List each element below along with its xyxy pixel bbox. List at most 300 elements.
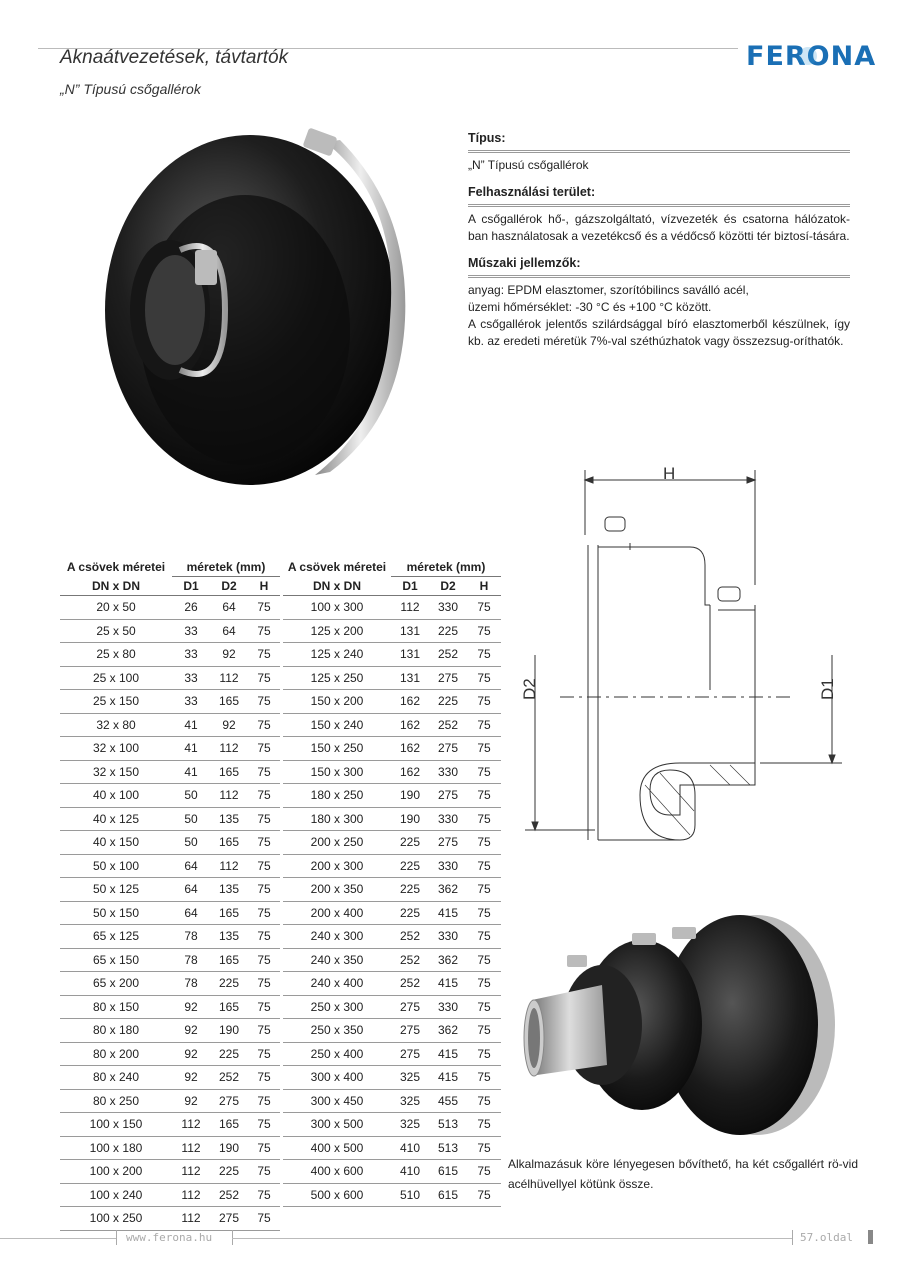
cell-pipe-size: 32 x 150 <box>60 760 172 784</box>
cell-pipe-size: 32 x 100 <box>60 737 172 761</box>
table-row <box>60 1089 280 1113</box>
dimension-table-right <box>283 558 501 1207</box>
cell-h: 75 <box>248 596 280 620</box>
cell-h: 75 <box>248 807 280 831</box>
cell-h: 75 <box>248 619 280 643</box>
cell-h: 75 <box>467 1113 501 1137</box>
table-row <box>60 901 280 925</box>
cell-pipe-size: 150 x 240 <box>283 713 391 737</box>
cell-pipe-size: 180 x 250 <box>283 784 391 808</box>
ferona-logo <box>746 37 876 73</box>
cell-pipe-size: 250 x 350 <box>283 1019 391 1043</box>
table-row <box>283 1066 501 1090</box>
cell-h: 75 <box>467 666 501 690</box>
cell-d2: 330 <box>429 760 467 784</box>
footer-url: www.ferona.hu <box>126 1231 213 1244</box>
cell-pipe-size: 240 x 300 <box>283 925 391 949</box>
table-row <box>283 1183 501 1207</box>
col-dims: méretek (mm) <box>172 558 280 577</box>
cell-d2: 112 <box>210 854 248 878</box>
col-pipe-size-line2: DN x DN <box>283 577 391 596</box>
cell-h: 75 <box>467 854 501 878</box>
cell-d1: 275 <box>391 995 429 1019</box>
cell-d1: 50 <box>172 784 210 808</box>
cell-d2: 92 <box>210 713 248 737</box>
table-row <box>60 854 280 878</box>
table-row <box>283 643 501 667</box>
cell-h: 75 <box>467 972 501 996</box>
cell-d2: 252 <box>429 713 467 737</box>
cell-h: 75 <box>467 901 501 925</box>
cell-d1: 112 <box>172 1136 210 1160</box>
table-row <box>283 666 501 690</box>
cell-d2: 112 <box>210 737 248 761</box>
cell-d1: 252 <box>391 948 429 972</box>
cell-d2: 225 <box>210 972 248 996</box>
cell-d2: 415 <box>429 901 467 925</box>
cell-h: 75 <box>248 948 280 972</box>
cell-h: 75 <box>248 972 280 996</box>
cell-h: 75 <box>467 760 501 784</box>
info-panel <box>468 130 850 360</box>
col-h: H <box>248 577 280 596</box>
table-row <box>60 831 280 855</box>
cell-h: 75 <box>467 784 501 808</box>
cell-pipe-size: 40 x 100 <box>60 784 172 808</box>
cell-d2: 225 <box>429 619 467 643</box>
cell-h: 75 <box>248 1042 280 1066</box>
table-row <box>60 878 280 902</box>
cell-d2: 330 <box>429 807 467 831</box>
cell-pipe-size: 200 x 350 <box>283 878 391 902</box>
cell-d1: 41 <box>172 737 210 761</box>
cell-h: 75 <box>467 690 501 714</box>
technical-drawing <box>510 455 850 865</box>
cell-pipe-size: 300 x 400 <box>283 1066 391 1090</box>
cell-h: 75 <box>248 784 280 808</box>
cell-d2: 135 <box>210 925 248 949</box>
cell-d1: 325 <box>391 1089 429 1113</box>
col-d2: D2 <box>210 577 248 596</box>
cell-pipe-size: 100 x 300 <box>283 596 391 620</box>
cell-pipe-size: 150 x 300 <box>283 760 391 784</box>
cell-h: 75 <box>467 619 501 643</box>
table-row <box>283 901 501 925</box>
cell-d2: 415 <box>429 1066 467 1090</box>
cell-pipe-size: 300 x 450 <box>283 1089 391 1113</box>
cell-pipe-size: 150 x 250 <box>283 737 391 761</box>
cell-h: 75 <box>467 1136 501 1160</box>
table-row <box>60 1183 280 1207</box>
tech-temperature: üzemi hőmérséklet: -30 °C és +100 °C között. <box>468 300 712 314</box>
cell-pipe-size: 65 x 150 <box>60 948 172 972</box>
cell-h: 75 <box>248 737 280 761</box>
cell-d1: 33 <box>172 666 210 690</box>
table-row <box>60 596 280 620</box>
footer-rule-left <box>0 1238 116 1239</box>
table-row <box>60 643 280 667</box>
cell-h: 75 <box>467 737 501 761</box>
cell-h: 75 <box>467 1019 501 1043</box>
cell-h: 75 <box>248 690 280 714</box>
cell-h: 75 <box>248 760 280 784</box>
cell-d1: 41 <box>172 760 210 784</box>
table-row <box>283 831 501 855</box>
cell-d2: 275 <box>429 831 467 855</box>
cell-d2: 165 <box>210 948 248 972</box>
cell-d2: 64 <box>210 619 248 643</box>
col-h: H <box>467 577 501 596</box>
cell-pipe-size: 20 x 50 <box>60 596 172 620</box>
table-row <box>60 1113 280 1137</box>
cell-d2: 415 <box>429 972 467 996</box>
logo-drop-icon <box>799 47 817 65</box>
table-row <box>283 737 501 761</box>
footer-tick <box>792 1230 793 1245</box>
footer-tick <box>116 1230 117 1245</box>
cell-d2: 190 <box>210 1136 248 1160</box>
cell-pipe-size: 125 x 250 <box>283 666 391 690</box>
cell-h: 75 <box>467 643 501 667</box>
cell-h: 75 <box>248 1136 280 1160</box>
cell-d2: 165 <box>210 1113 248 1137</box>
cell-pipe-size: 80 x 240 <box>60 1066 172 1090</box>
table-row <box>283 807 501 831</box>
cell-d1: 325 <box>391 1113 429 1137</box>
table-row <box>60 666 280 690</box>
cell-pipe-size: 80 x 150 <box>60 995 172 1019</box>
cell-d2: 275 <box>429 737 467 761</box>
cell-d2: 275 <box>429 784 467 808</box>
table-row <box>60 972 280 996</box>
page-title: Aknaátvezetések, távtartók <box>60 47 289 68</box>
table-row <box>283 690 501 714</box>
cell-d1: 64 <box>172 901 210 925</box>
cell-h: 75 <box>467 596 501 620</box>
drawing-label-d2: D2 <box>520 678 539 700</box>
cell-h: 75 <box>248 713 280 737</box>
cell-d1: 112 <box>172 1113 210 1137</box>
cell-pipe-size: 125 x 240 <box>283 643 391 667</box>
col-d1: D1 <box>391 577 429 596</box>
cell-h: 75 <box>248 1113 280 1137</box>
table-row <box>60 1042 280 1066</box>
table-row <box>60 737 280 761</box>
cell-h: 75 <box>467 1160 501 1184</box>
footer-page-marker <box>868 1230 873 1244</box>
cell-d2: 615 <box>429 1183 467 1207</box>
cell-d2: 275 <box>210 1207 248 1231</box>
cell-d1: 112 <box>172 1207 210 1231</box>
cell-d2: 165 <box>210 690 248 714</box>
col-d2: D2 <box>429 577 467 596</box>
table-row <box>283 878 501 902</box>
cell-d2: 275 <box>429 666 467 690</box>
cell-d2: 225 <box>210 1160 248 1184</box>
cell-pipe-size: 250 x 300 <box>283 995 391 1019</box>
page-subtitle: „N” Típusú csőgallérok <box>60 81 201 97</box>
cell-pipe-size: 100 x 240 <box>60 1183 172 1207</box>
tech-material: anyag: EPDM elasztomer, szorítóbilincs saválló acél, <box>468 283 749 297</box>
footer-rule-center <box>232 1238 792 1239</box>
table-row <box>283 948 501 972</box>
page-number: 57.oldal <box>800 1231 853 1244</box>
cell-pipe-size: 100 x 200 <box>60 1160 172 1184</box>
cell-pipe-size: 65 x 200 <box>60 972 172 996</box>
cell-pipe-size: 80 x 200 <box>60 1042 172 1066</box>
usage-value: A csőgallérok hő-, gázszolgáltató, vízvezeték és csatorna hálózatok-ban használatosak a vezetékcső és a védőcső közötti tér biztosí-tására. <box>468 212 850 243</box>
table-row <box>283 760 501 784</box>
cell-d1: 162 <box>391 690 429 714</box>
cell-d1: 78 <box>172 948 210 972</box>
cell-d2: 252 <box>210 1066 248 1090</box>
col-pipe-size-line2: DN x DN <box>60 577 172 596</box>
cell-d1: 190 <box>391 807 429 831</box>
cell-d1: 64 <box>172 878 210 902</box>
cell-pipe-size: 25 x 100 <box>60 666 172 690</box>
cell-d1: 50 <box>172 831 210 855</box>
cell-d2: 362 <box>429 1019 467 1043</box>
cell-d1: 41 <box>172 713 210 737</box>
cell-h: 75 <box>248 1160 280 1184</box>
table-row <box>283 1042 501 1066</box>
table-row <box>283 972 501 996</box>
cell-d1: 112 <box>172 1160 210 1184</box>
cell-h: 75 <box>248 1089 280 1113</box>
cell-h: 75 <box>467 807 501 831</box>
cell-d2: 513 <box>429 1136 467 1160</box>
cell-pipe-size: 250 x 400 <box>283 1042 391 1066</box>
cell-pipe-size: 25 x 50 <box>60 619 172 643</box>
col-d1: D1 <box>172 577 210 596</box>
cell-d1: 50 <box>172 807 210 831</box>
cell-pipe-size: 32 x 80 <box>60 713 172 737</box>
cell-h: 75 <box>467 925 501 949</box>
cell-pipe-size: 50 x 150 <box>60 901 172 925</box>
table-row <box>283 1113 501 1137</box>
cell-h: 75 <box>248 901 280 925</box>
cell-pipe-size: 200 x 300 <box>283 854 391 878</box>
cell-d2: 92 <box>210 643 248 667</box>
cell-d1: 410 <box>391 1136 429 1160</box>
cell-pipe-size: 65 x 125 <box>60 925 172 949</box>
type-label: Típus: <box>468 130 850 153</box>
table-row <box>60 713 280 737</box>
table-row <box>60 925 280 949</box>
table-row <box>283 1136 501 1160</box>
type-value: „N” Típusú csőgallérok <box>468 158 589 172</box>
logo-text: FERONA <box>746 41 876 72</box>
cell-pipe-size: 40 x 125 <box>60 807 172 831</box>
table-row <box>283 854 501 878</box>
cell-d1: 252 <box>391 925 429 949</box>
cell-d2: 415 <box>429 1042 467 1066</box>
cell-pipe-size: 150 x 200 <box>283 690 391 714</box>
cell-d1: 190 <box>391 784 429 808</box>
table-row <box>60 807 280 831</box>
cell-h: 75 <box>467 1183 501 1207</box>
cell-d1: 225 <box>391 878 429 902</box>
table-row <box>283 596 501 620</box>
cell-d1: 162 <box>391 737 429 761</box>
cell-h: 75 <box>248 854 280 878</box>
tech-description: A csőgallérok jelentős szilárdsággal bíró elasztomerből készülnek, így kb. az eredeti méretük 7%-val széthúzhatok vagy összezsug-oríthatók. <box>468 317 850 348</box>
table-row <box>283 784 501 808</box>
cell-h: 75 <box>467 995 501 1019</box>
cell-d1: 33 <box>172 690 210 714</box>
table-row <box>283 995 501 1019</box>
dimension-table-left <box>60 558 280 1231</box>
cell-pipe-size: 200 x 400 <box>283 901 391 925</box>
cell-d2: 362 <box>429 878 467 902</box>
table-row <box>60 1019 280 1043</box>
cell-d2: 165 <box>210 760 248 784</box>
cell-pipe-size: 200 x 250 <box>283 831 391 855</box>
cell-d1: 162 <box>391 713 429 737</box>
cell-d1: 112 <box>172 1183 210 1207</box>
cell-d2: 225 <box>210 1042 248 1066</box>
cell-h: 75 <box>467 1066 501 1090</box>
cell-d2: 112 <box>210 666 248 690</box>
table-row <box>60 1207 280 1231</box>
cell-d1: 131 <box>391 643 429 667</box>
cell-pipe-size: 80 x 250 <box>60 1089 172 1113</box>
cell-d1: 64 <box>172 854 210 878</box>
cell-h: 75 <box>248 831 280 855</box>
cell-d2: 330 <box>429 995 467 1019</box>
cell-d2: 64 <box>210 596 248 620</box>
cell-h: 75 <box>467 1089 501 1113</box>
cell-d1: 33 <box>172 643 210 667</box>
cell-h: 75 <box>248 643 280 667</box>
table-row <box>60 1160 280 1184</box>
table-row <box>283 619 501 643</box>
table-row <box>60 948 280 972</box>
photo-caption: Alkalmazásuk köre lényegesen bővíthető, ha két csőgallért rö-vid acélhüvellyel kötünk össze. <box>508 1157 858 1191</box>
cell-d1: 92 <box>172 995 210 1019</box>
col-pipe-size-line1: A csövek méretei <box>287 560 387 575</box>
col-dims: méretek (mm) <box>391 558 501 577</box>
cell-pipe-size: 100 x 180 <box>60 1136 172 1160</box>
table-row <box>60 995 280 1019</box>
cell-pipe-size: 500 x 600 <box>283 1183 391 1207</box>
cell-d2: 362 <box>429 948 467 972</box>
cell-pipe-size: 50 x 100 <box>60 854 172 878</box>
cell-d1: 275 <box>391 1019 429 1043</box>
cell-pipe-size: 80 x 180 <box>60 1019 172 1043</box>
cell-h: 75 <box>248 878 280 902</box>
cell-d2: 330 <box>429 925 467 949</box>
cell-d1: 92 <box>172 1019 210 1043</box>
cell-d1: 225 <box>391 831 429 855</box>
cell-d1: 92 <box>172 1066 210 1090</box>
table-row <box>60 760 280 784</box>
cell-h: 75 <box>248 1183 280 1207</box>
cell-d1: 131 <box>391 666 429 690</box>
cell-h: 75 <box>248 1019 280 1043</box>
table-row <box>60 1136 280 1160</box>
cell-d2: 330 <box>429 854 467 878</box>
cell-h: 75 <box>467 831 501 855</box>
table-row <box>283 925 501 949</box>
cell-pipe-size: 240 x 400 <box>283 972 391 996</box>
cell-d2: 455 <box>429 1089 467 1113</box>
cell-d1: 252 <box>391 972 429 996</box>
cell-d1: 33 <box>172 619 210 643</box>
cell-h: 75 <box>248 995 280 1019</box>
cell-d2: 615 <box>429 1160 467 1184</box>
cell-pipe-size: 240 x 350 <box>283 948 391 972</box>
cell-d1: 112 <box>391 596 429 620</box>
cell-pipe-size: 100 x 150 <box>60 1113 172 1137</box>
cell-pipe-size: 400 x 500 <box>283 1136 391 1160</box>
cell-d2: 135 <box>210 878 248 902</box>
cell-d2: 513 <box>429 1113 467 1137</box>
cell-d2: 330 <box>429 596 467 620</box>
cell-pipe-size: 40 x 150 <box>60 831 172 855</box>
cell-d1: 131 <box>391 619 429 643</box>
table-row <box>60 1066 280 1090</box>
cell-h: 75 <box>248 666 280 690</box>
cell-h: 75 <box>467 948 501 972</box>
cell-d2: 252 <box>210 1183 248 1207</box>
cell-pipe-size: 50 x 125 <box>60 878 172 902</box>
cell-d2: 165 <box>210 995 248 1019</box>
product-photo-collar <box>100 120 420 490</box>
cell-pipe-size: 25 x 80 <box>60 643 172 667</box>
cell-h: 75 <box>248 1207 280 1231</box>
cell-pipe-size: 100 x 250 <box>60 1207 172 1231</box>
cell-d1: 78 <box>172 972 210 996</box>
cell-d2: 112 <box>210 784 248 808</box>
cell-d1: 225 <box>391 854 429 878</box>
cell-pipe-size: 125 x 200 <box>283 619 391 643</box>
product-photo-double-collar <box>512 905 842 1145</box>
cell-d1: 275 <box>391 1042 429 1066</box>
drawing-label-d1: D1 <box>818 678 837 700</box>
cell-d1: 225 <box>391 901 429 925</box>
cell-d1: 78 <box>172 925 210 949</box>
drawing-label-h: H <box>663 464 676 483</box>
table-row <box>60 619 280 643</box>
cell-h: 75 <box>467 713 501 737</box>
table-row <box>283 1089 501 1113</box>
cell-d1: 510 <box>391 1183 429 1207</box>
cell-d2: 225 <box>429 690 467 714</box>
cell-d1: 162 <box>391 760 429 784</box>
cell-h: 75 <box>467 878 501 902</box>
table-row <box>60 690 280 714</box>
cell-pipe-size: 400 x 600 <box>283 1160 391 1184</box>
col-pipe-size-line1: A csövek méretei <box>66 560 166 575</box>
cell-d1: 410 <box>391 1160 429 1184</box>
cell-d2: 252 <box>429 643 467 667</box>
cell-d1: 92 <box>172 1089 210 1113</box>
cell-h: 75 <box>248 925 280 949</box>
cell-h: 75 <box>467 1042 501 1066</box>
usage-label: Felhasználási terület: <box>468 184 850 207</box>
cell-pipe-size: 25 x 150 <box>60 690 172 714</box>
table-row <box>283 1019 501 1043</box>
cell-d2: 190 <box>210 1019 248 1043</box>
tech-label: Műszaki jellemzők: <box>468 255 850 278</box>
cell-pipe-size: 180 x 300 <box>283 807 391 831</box>
cell-d2: 165 <box>210 901 248 925</box>
table-row <box>60 784 280 808</box>
cell-d2: 165 <box>210 831 248 855</box>
cell-h: 75 <box>248 1066 280 1090</box>
table-row <box>283 713 501 737</box>
